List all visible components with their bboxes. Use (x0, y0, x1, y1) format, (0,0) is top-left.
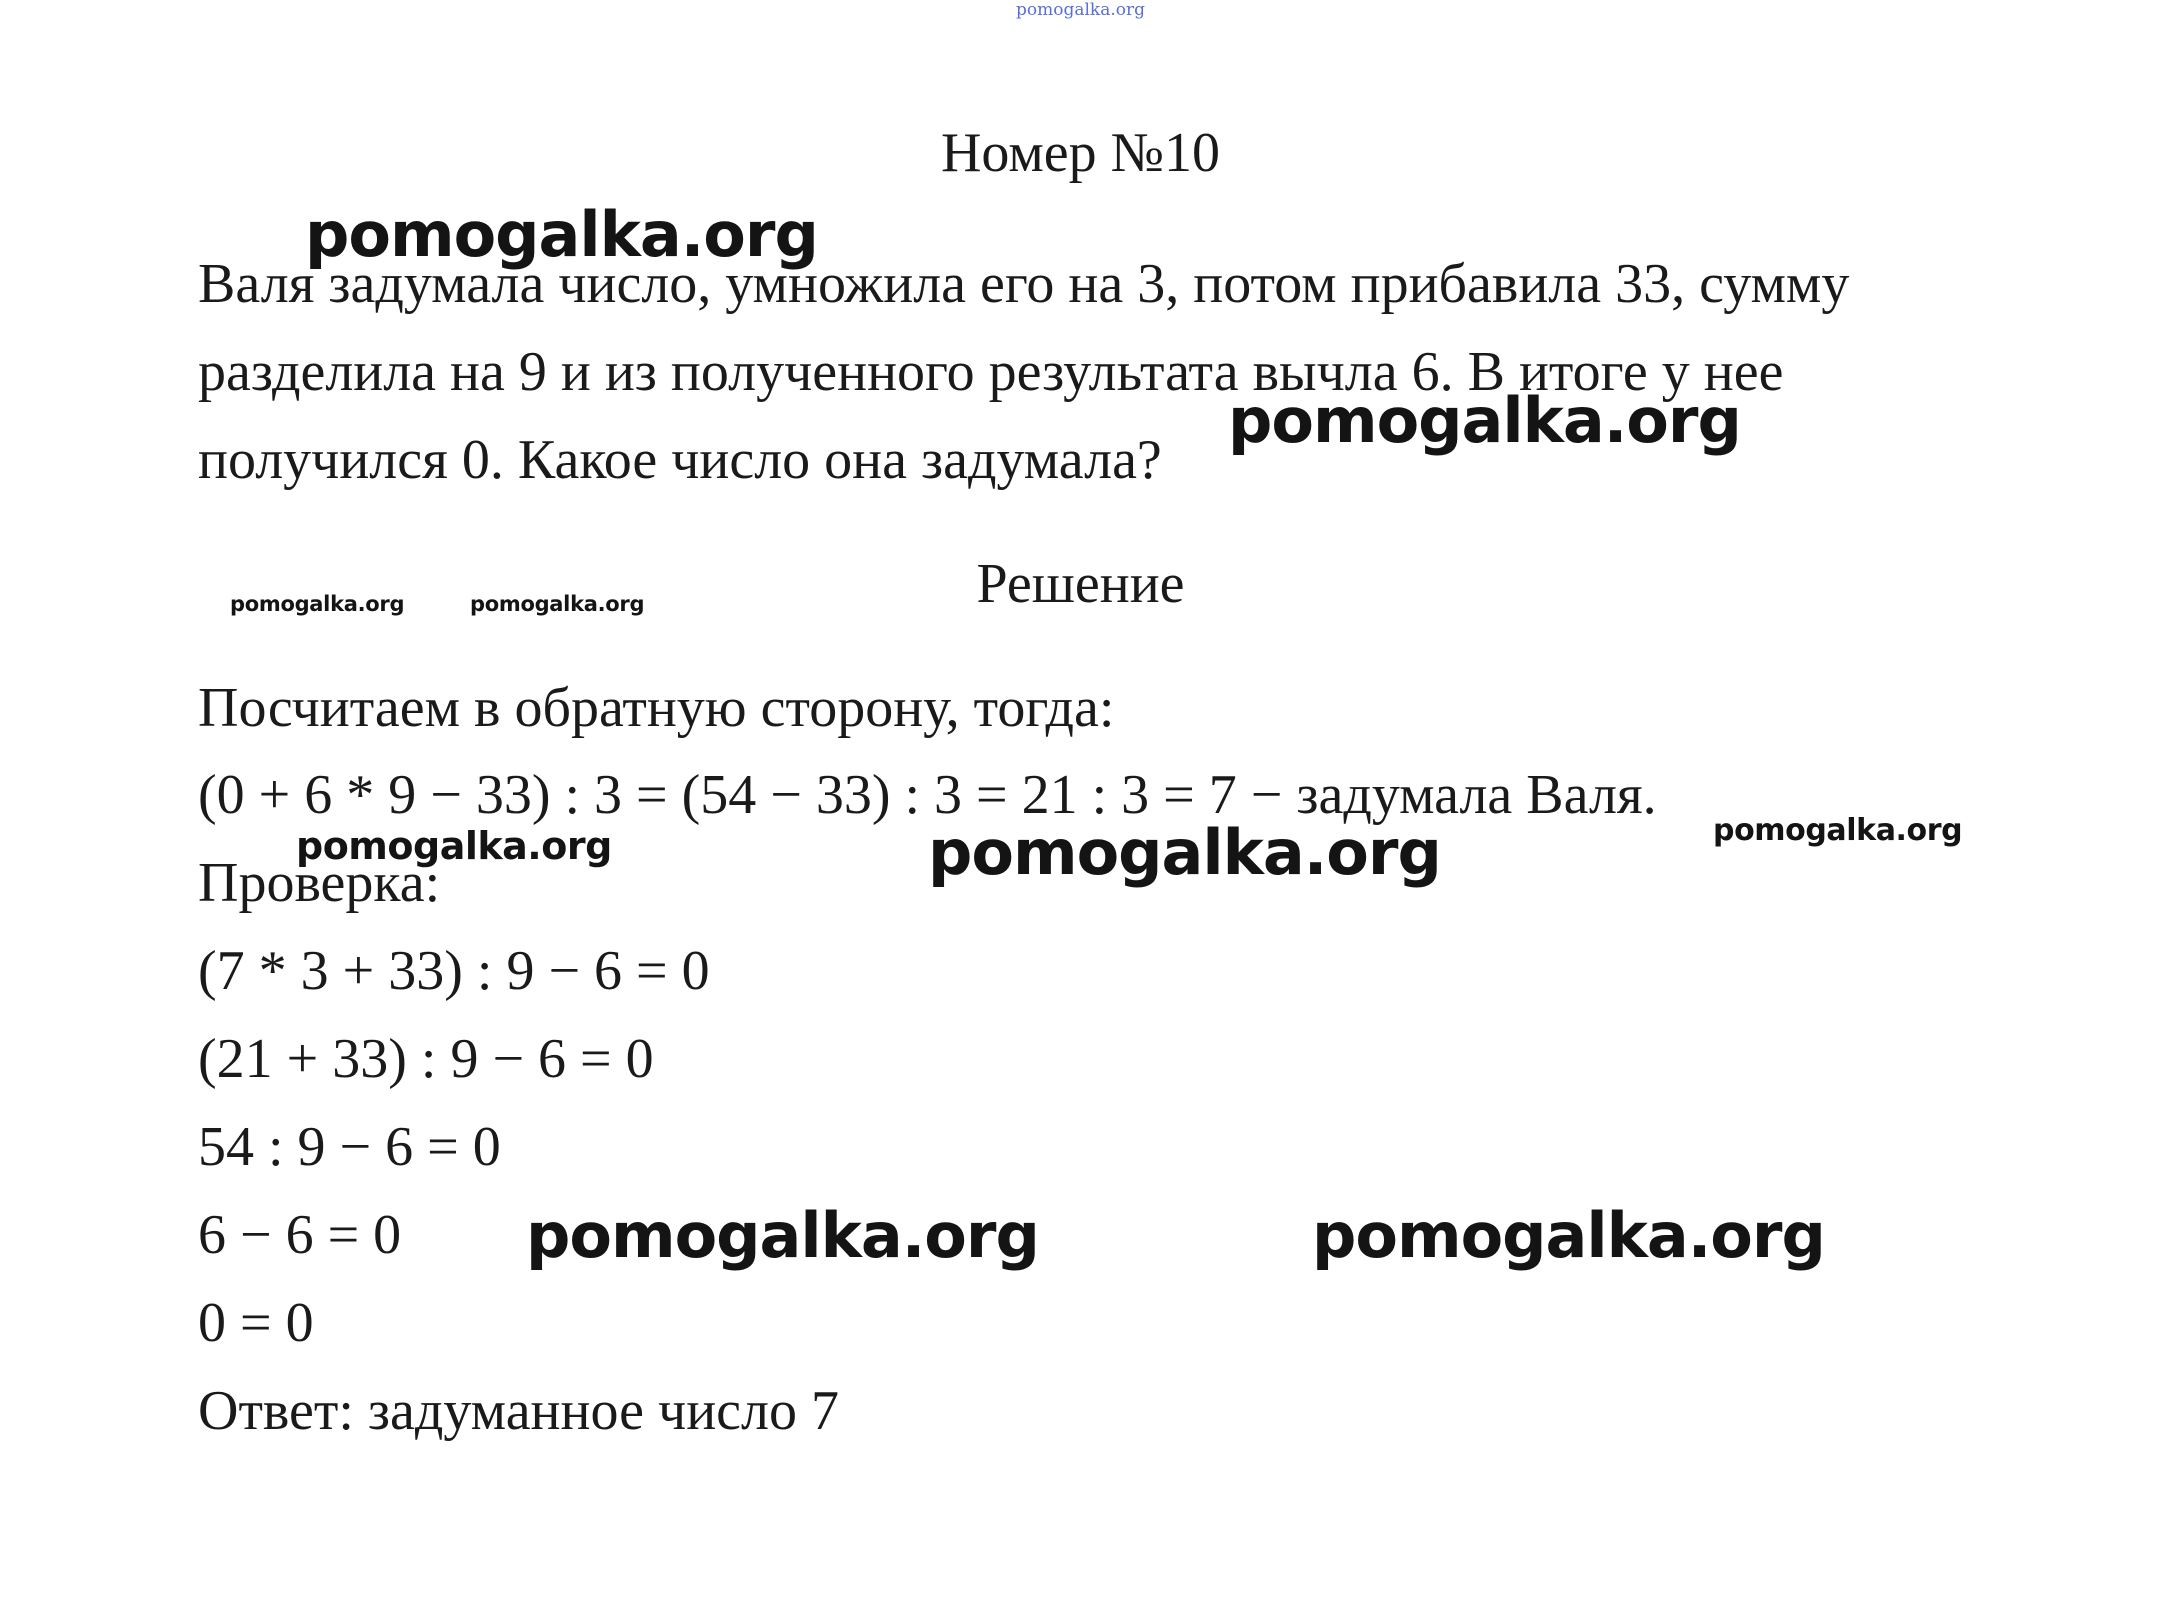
solution-intro: Посчитаем в обратную сторону, тогда: (198, 677, 1115, 739)
check-step-4: 6 − 6 = 0 (198, 1204, 402, 1266)
watermark-small-2: pomogalka.org (470, 592, 645, 616)
answer-line: Ответ: задуманное число 7 (198, 1380, 839, 1442)
solution-calculation: (0 + 6 * 9 − 33) : 3 = (54 − 33) : 3 = 21 : 3 = 7 − задумала Валя. (198, 764, 1657, 826)
check-step-5: 0 = 0 (198, 1292, 314, 1354)
watermark-large-2: pomogalka.org (1228, 384, 1741, 457)
watermark-large-4: pomogalka.org (526, 1199, 1039, 1272)
check-step-2: (21 + 33) : 9 − 6 = 0 (198, 1028, 654, 1090)
watermark-medium-2: pomogalka.org (1713, 813, 1963, 848)
header-watermark: pomogalka.org (1015, 0, 1145, 20)
check-step-1: (7 * 3 + 33) : 9 − 6 = 0 (198, 940, 710, 1002)
watermark-large-3: pomogalka.org (928, 816, 1441, 889)
watermark-large-1: pomogalka.org (305, 198, 818, 271)
task-line-3: получился 0. Какое число она задумала? (198, 429, 1162, 491)
check-label: Проверка: (198, 852, 441, 914)
watermark-large-5: pomogalka.org (1312, 1199, 1825, 1272)
task-title: Номер №10 (940, 122, 1221, 184)
solution-heading: Решение (976, 553, 1185, 615)
task-line-2: разделила на 9 и из полученного результата вычла 6. В итоге у нее (198, 341, 1784, 403)
watermark-small-1: pomogalka.org (230, 592, 405, 616)
watermark-medium-1: pomogalka.org (296, 824, 612, 868)
task-line-1: Валя задумала число, умножила его на 3, потом прибавила 33, сумму (198, 253, 1850, 315)
check-step-3: 54 : 9 − 6 = 0 (198, 1116, 501, 1178)
